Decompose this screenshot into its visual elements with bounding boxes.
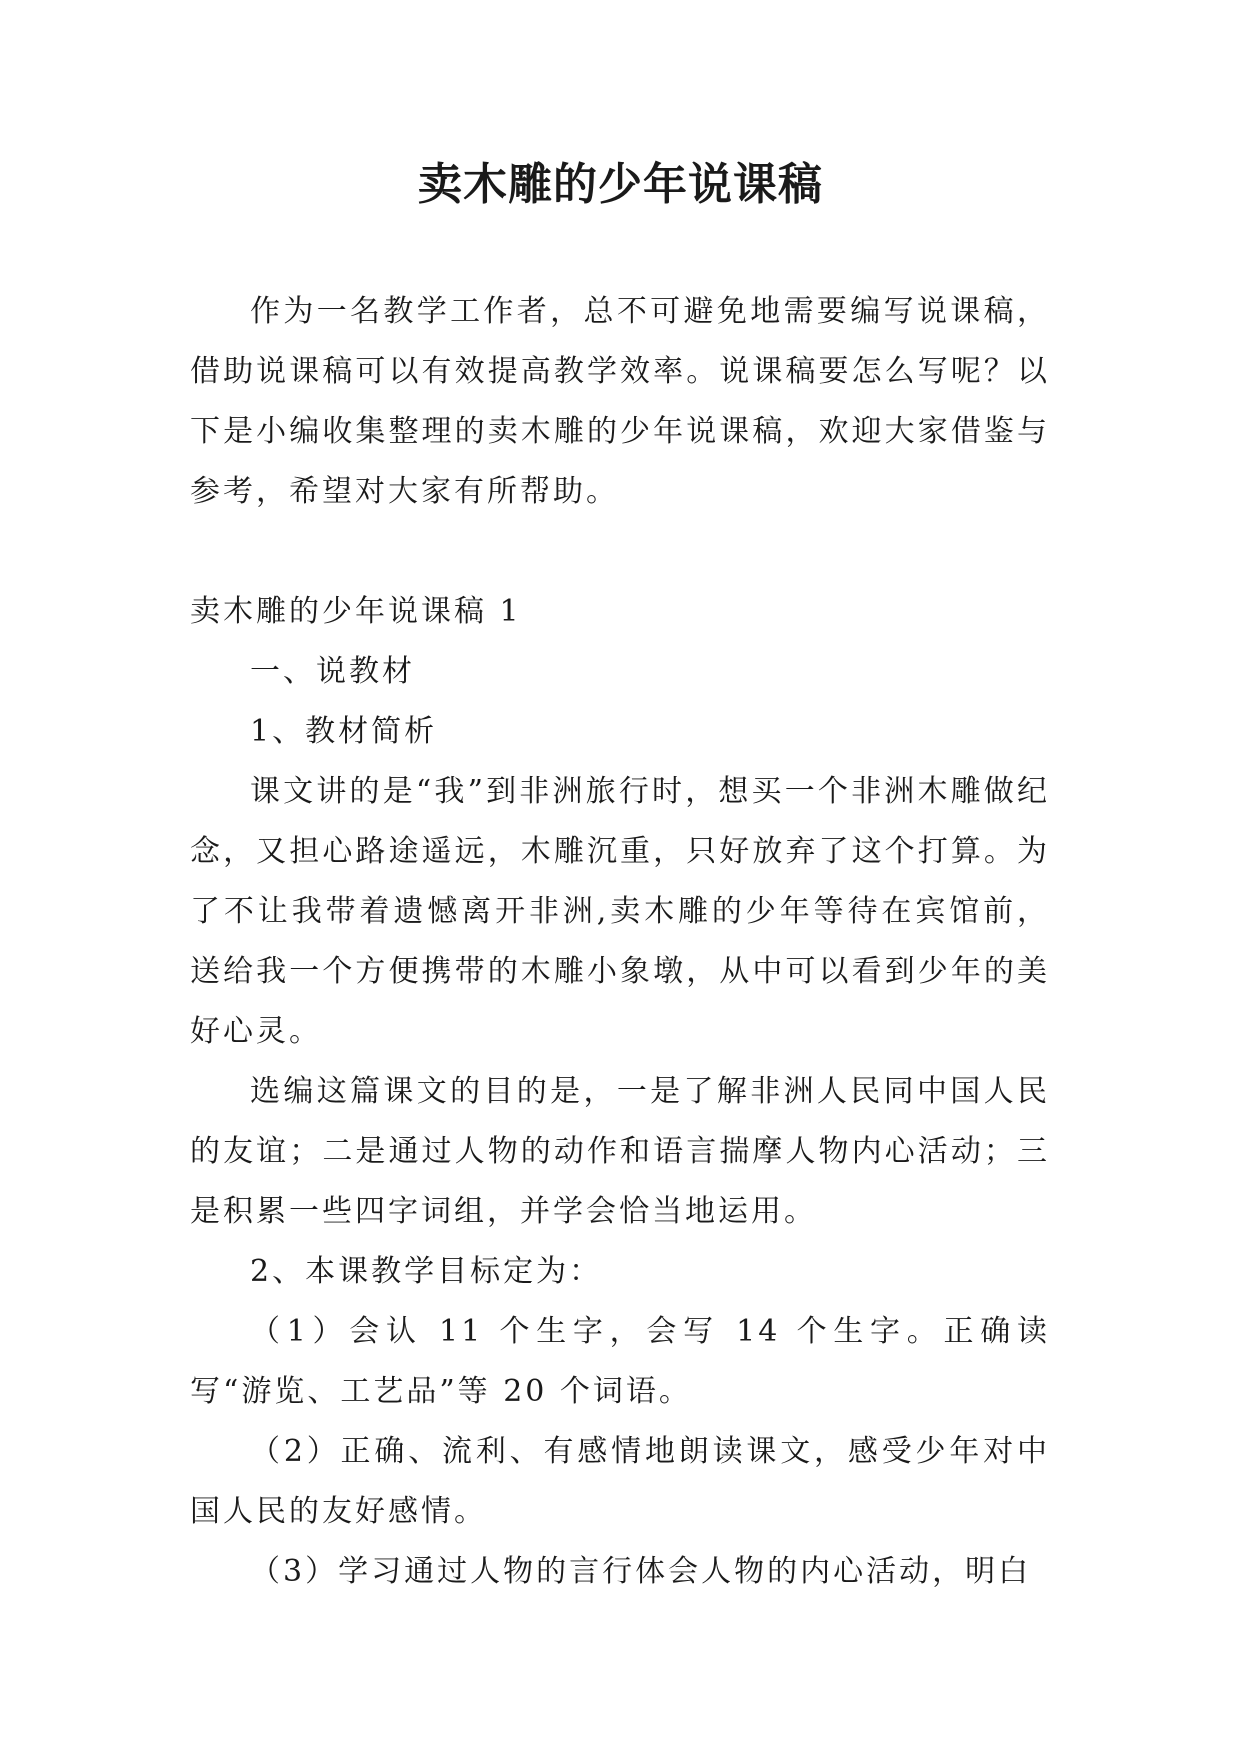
part-heading: 一、说教材 bbox=[250, 654, 415, 689]
subsection-heading: 2、本课教学目标定为： bbox=[250, 1254, 603, 1289]
goal-item: （2）正确、流利、有感情地朗读课文，感受少年对中国人民的友好感情。 bbox=[190, 1434, 1050, 1529]
document-body bbox=[190, 282, 1050, 1602]
body-paragraph: 课文讲的是“我”到非洲旅行时，想买一个非洲木雕做纪念，又担心路途遥远，木雕沉重，只好放弃了这个打算。为了不让我带着遗憾离开非洲,卖木雕的少年等待在宾馆前，送给我一个方便携带的木雕小象墩，从中可以看到少年的美好心灵。 bbox=[190, 774, 1050, 1049]
section-heading: 卖木雕的少年说课稿 1 bbox=[190, 594, 522, 629]
goal-item: （3）学习通过人物的言行体会人物的内心活动，明白 bbox=[250, 1554, 1032, 1589]
subsection-heading: 1、教材简析 bbox=[250, 714, 438, 749]
paragraph-gap bbox=[190, 522, 1050, 582]
intro-paragraph: 作为一名教学工作者，总不可避免地需要编写说课稿，借助说课稿可以有效提高教学效率。说课稿要怎么写呢？以下是小编收集整理的卖木雕的少年说课稿，欢迎大家借鉴与参考，希望对大家有所帮助。 bbox=[190, 294, 1050, 509]
goal-item: （1）会认 11 个生字，会写 14 个生字。正确读写“游览、工艺品”等 20 个词语。 bbox=[190, 1314, 1050, 1409]
document-title: 卖木雕的少年说课稿 bbox=[418, 159, 823, 210]
body-paragraph: 选编这篇课文的目的是，一是了解非洲人民同中国人民的友谊；二是通过人物的动作和语言揣摩人物内心活动；三是积累一些四字词组，并学会恰当地运用。 bbox=[190, 1074, 1050, 1229]
